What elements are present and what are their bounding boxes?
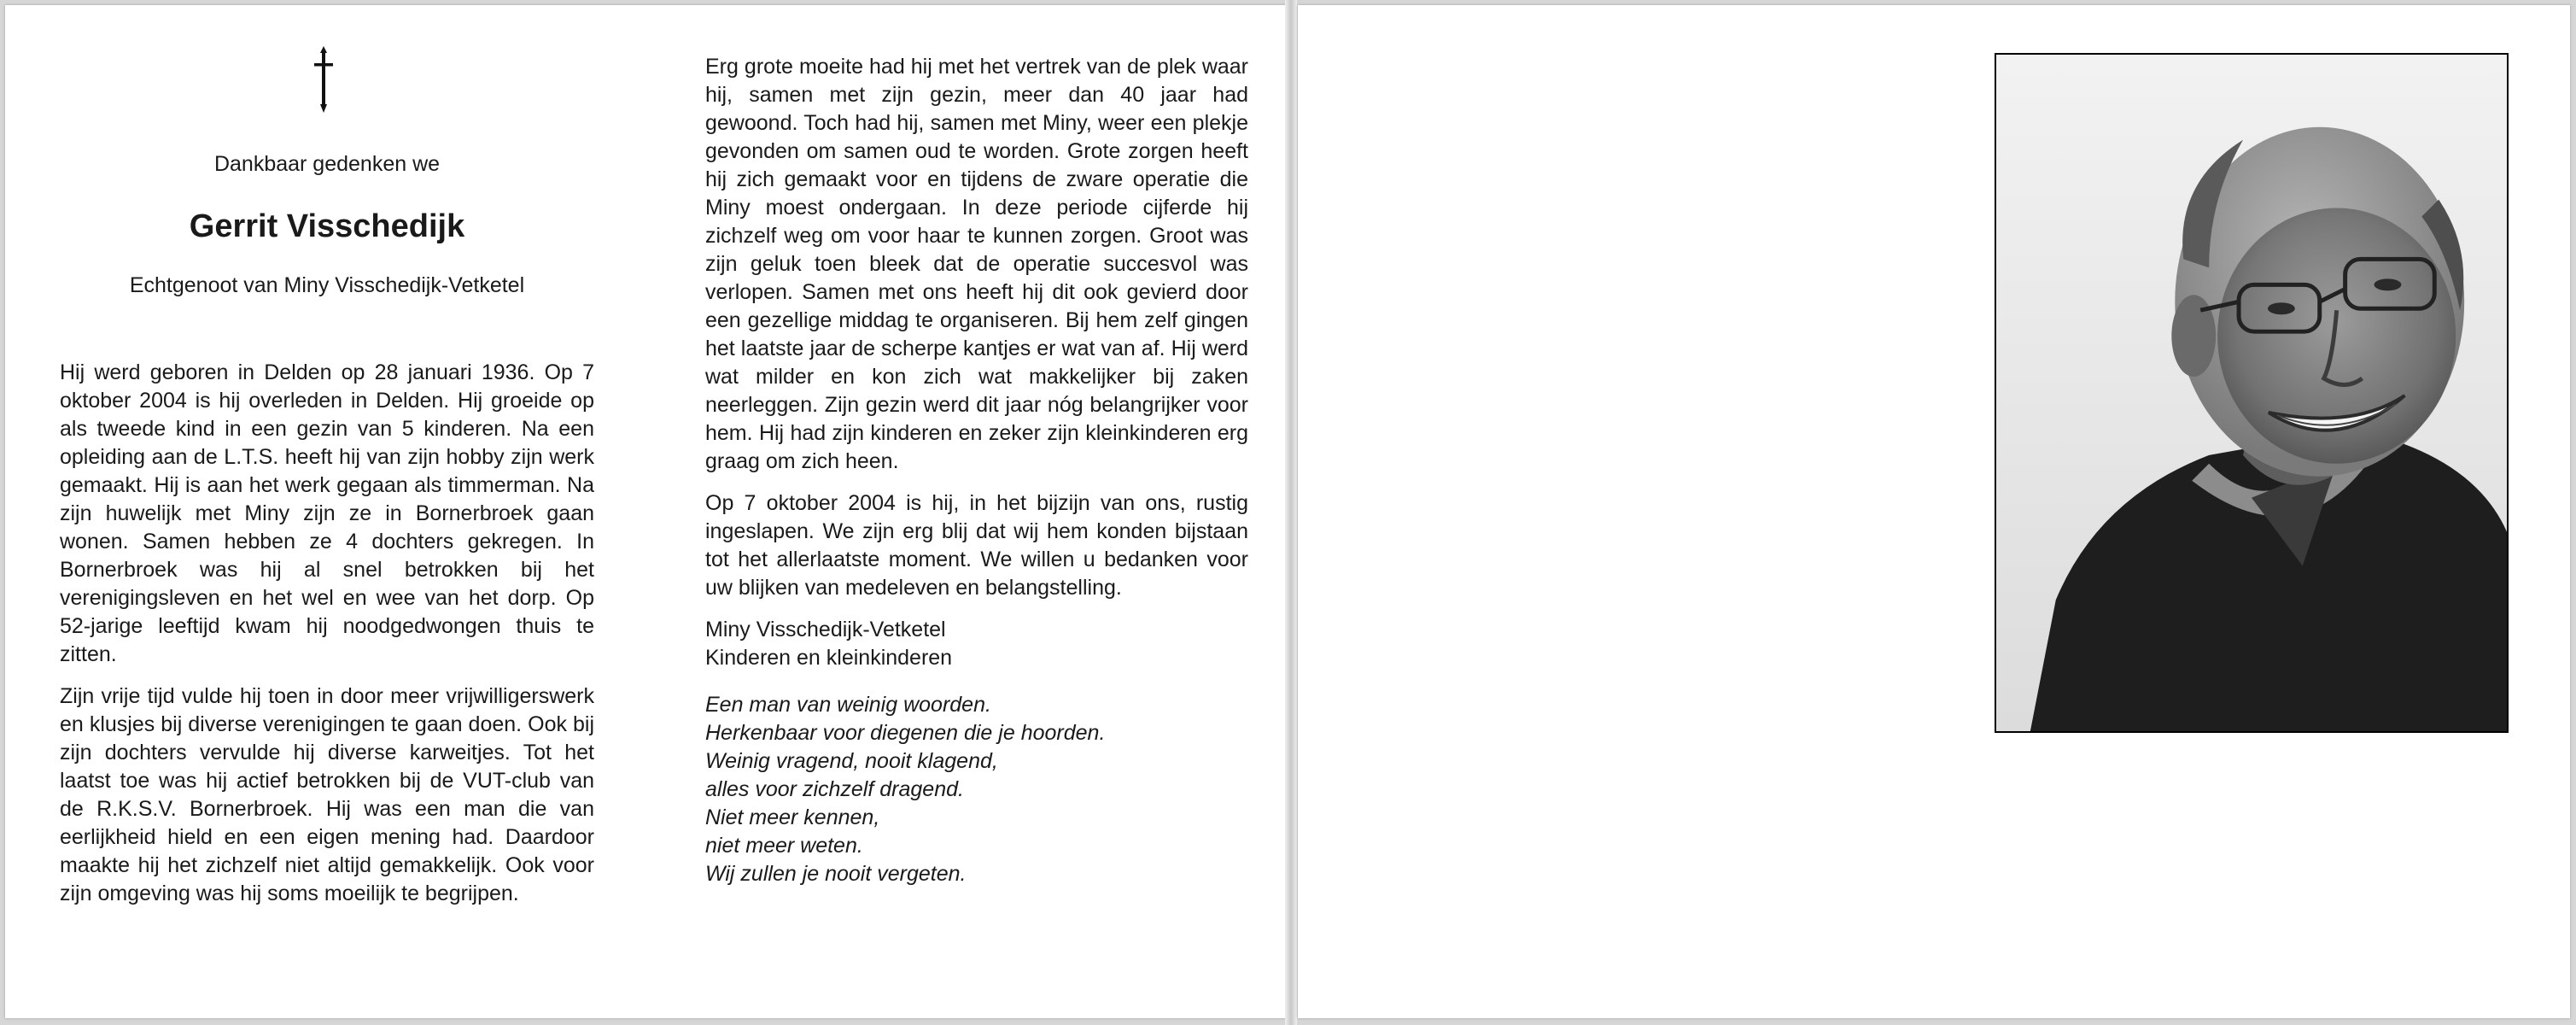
poem-line: niet meer weten.: [705, 834, 863, 858]
signature-block: [705, 616, 1248, 672]
spouse-line: Echtgenoot van Miny Visschedijk-Vetketel: [129, 273, 525, 297]
memorial-card-front: [1298, 5, 2570, 1018]
opening-line: Dankbaar gedenken we: [213, 152, 441, 176]
poem-line: Weinig vragend, nooit klagend,: [705, 749, 998, 773]
portrait-photo-icon: [1996, 55, 2507, 731]
deceased-name: Gerrit Visschedijk: [189, 208, 465, 244]
poem-line: alles voor zichzelf dragend.: [705, 777, 964, 801]
closing-paragraph: Op 7 oktober 2004 is hij, in het bijzijn van ons, rustig ingeslapen. We zijn erg blij dat wij hem konden bijstaan tot het allerlaatste moment. We willen u bedanken voor uw blijken van medeleven en belangstelling.: [705, 491, 1248, 600]
cross-icon: [299, 46, 350, 114]
poem-line: Niet meer kennen,: [705, 805, 880, 829]
poem-line: Herkenbaar voor diegenen die je hoorden.: [705, 721, 1106, 745]
poem-line: Een man van weinig woorden.: [705, 693, 991, 717]
poem: [705, 691, 1248, 888]
poem-line: Wij zullen je nooit vergeten.: [705, 862, 967, 886]
signature-spouse: Miny Visschedijk-Vetketel: [705, 618, 946, 641]
biography-paragraph: Hij werd geboren in Delden op 28 januari 1936. Op 7 oktober 2004 is hij overleden in Delden. Hij groeide op als tweede kind in een gezin van 5 kinderen. Na een opleiding aan de L.T.S. heeft hij van zijn hobby zijn werk gemaakt. Hij is aan het werk gegaan als timmerman. Na zijn huwelijk met Miny zijn ze in Bornerbroek gaan wonen. Samen hebben ze 4 dochters gekregen. In Bornerbroek was hij al snel betrokken bij het verenigingsleven en het wel en wee van het dorp. Op 52-jarige leeftijd kwam hij noodgedwongen thuis te zitten.: [60, 360, 594, 666]
biography-part-2: [705, 53, 1248, 888]
biography-paragraph: Zijn vrije tijd vulde hij toen in door meer vrijwilligerswerk en klusjes bij diverse verenigingen te gaan doen. Ook bij zijn dochters vervulde hij diverse karweitjes. Tot het laatst toe was hij actief betrokken bij de VUT-club van de R.K.S.V. Bornerbroek. Hij was een man die van eerlijkheid hield en een eigen mening had. Daardoor maakte hij het zichzelf niet altijd gemakkelijk. Ook voor zijn omgeving was hij soms moeilijk te begrijpen.: [60, 684, 594, 905]
portrait-photo: [1995, 53, 2509, 733]
memorial-card-inner: [5, 5, 1288, 1018]
biography-part-1: [60, 359, 594, 922]
biography-paragraph: Erg grote moeite had hij met het vertrek van de plek waar hij, samen met zijn gezin, meer dan 40 jaar had gewoond. Toch had hij, samen met Miny, weer een plekje gevonden om samen oud te worden. Grote zorgen heeft hij zich gemaakt voor en tijdens de zware operatie die Miny moest ondergaan. In deze periode cijferde hij zichzelf weg om voor haar te kunnen zorgen. Groot was zijn geluk toen bleek dat de operatie succesvol was verlopen. Samen met ons heeft hij dit ook gevierd door een gezellige middag te organiseren. Bij hem zelf gingen het laatste jaar de scherpe kantjes er wat van af. Hij werd wat milder en kon zich wat makkelijker bij zaken neerleggen. Zijn gezin werd dit jaar nóg belangrijker voor hem. Hij had zijn kinderen en zeker zijn kleinkinderen erg graag om zich heen.: [705, 55, 1248, 473]
card-fold: [1285, 0, 1297, 1025]
signature-family: Kinderen en kleinkinderen: [705, 646, 953, 670]
